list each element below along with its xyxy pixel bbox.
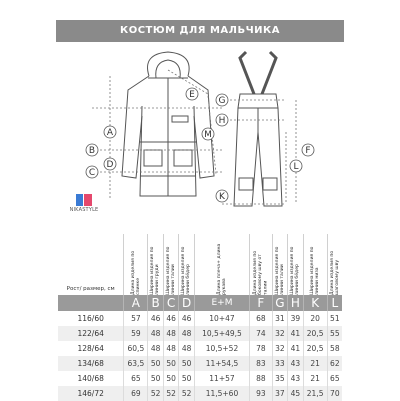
size-cell: 128/64 — [58, 341, 124, 356]
table-cell: 52 — [148, 386, 163, 401]
brand-logo-icon — [76, 194, 92, 206]
table-cell: 10+47 — [194, 311, 249, 326]
table-cell: 55 — [327, 326, 342, 341]
table-cell: 93 — [250, 386, 273, 401]
table-cell: 74 — [250, 326, 273, 341]
table-cell: 48 — [179, 341, 194, 356]
table-cell: 37 — [272, 386, 287, 401]
table-cell: 46 — [148, 311, 163, 326]
col-desc: Ширина изделия по линии бёдер — [179, 234, 194, 295]
table-cell: 21 — [303, 371, 327, 386]
header-desc-row — [58, 234, 342, 295]
brand-name: NIKASTYLE — [69, 207, 99, 213]
table-row — [58, 386, 342, 401]
col-desc: Ширина изделия по линии груди — [148, 234, 163, 295]
table-cell: 20,5 — [303, 341, 327, 356]
label-a: A — [106, 128, 114, 138]
table-cell: 11+57 — [194, 371, 249, 386]
table-cell: 68 — [250, 311, 273, 326]
col-letter: C — [163, 295, 178, 311]
label-h: H — [218, 116, 226, 126]
table-cell: 65 — [124, 371, 148, 386]
col-desc: Ширина изделия по линии бёдер — [288, 234, 303, 295]
brand-block — [64, 194, 104, 213]
table-cell: 50 — [148, 356, 163, 371]
pants-guides — [222, 100, 299, 204]
label-d: D — [106, 160, 114, 170]
table-cell: 20,5 — [303, 326, 327, 341]
col-letter: D — [179, 295, 194, 311]
size-cell: 134/68 — [58, 356, 124, 371]
table-cell: 35 — [272, 371, 287, 386]
table-cell: 41 — [288, 341, 303, 356]
table-cell: 46 — [163, 311, 178, 326]
table-cell: 62 — [327, 356, 342, 371]
col-letter: L — [327, 295, 342, 311]
table-cell: 32 — [272, 326, 287, 341]
label-l: L — [293, 162, 299, 172]
table-cell: 41 — [288, 326, 303, 341]
col-desc: Длина изделия по боковому шву от талии — [250, 234, 273, 295]
col-letter: F — [250, 295, 273, 311]
pants-drawing — [234, 52, 282, 206]
table-cell: 39 — [288, 311, 303, 326]
table-row — [58, 341, 342, 356]
page-title: КОСТЮМ ДЛЯ МАЛЬЧИКА — [120, 25, 280, 36]
row-header: Рост/ размер, см — [58, 234, 124, 295]
col-desc: Ширина изделия по линии талии — [272, 234, 287, 295]
table-row — [58, 356, 342, 371]
col-letter: K — [303, 295, 327, 311]
table-cell: 43 — [288, 356, 303, 371]
col-letter: E+M — [194, 295, 249, 311]
size-chart-card — [56, 8, 344, 398]
col-letter: H — [288, 295, 303, 311]
size-table — [58, 234, 342, 401]
table-cell: 60,5 — [124, 341, 148, 356]
table-cell: 52 — [163, 386, 178, 401]
label-c: C — [88, 168, 96, 178]
size-cell: 140/68 — [58, 371, 124, 386]
table-cell: 21 — [303, 356, 327, 371]
table-cell: 69 — [124, 386, 148, 401]
table-cell: 48 — [163, 326, 178, 341]
table-cell: 43 — [288, 371, 303, 386]
table-cell: 10,5+49,5 — [194, 326, 249, 341]
table-cell: 20 — [303, 311, 327, 326]
table-cell: 33 — [272, 356, 287, 371]
size-cell: 122/64 — [58, 326, 124, 341]
table-cell: 65 — [327, 371, 342, 386]
jacket-drawing — [122, 52, 214, 196]
table-cell: 50 — [163, 356, 178, 371]
table-cell: 48 — [179, 326, 194, 341]
table-cell: 51 — [327, 311, 342, 326]
col-desc: Длина изделия по шаговому шву — [327, 234, 342, 295]
table-cell: 52 — [179, 386, 194, 401]
table-cell: 50 — [179, 356, 194, 371]
table-row — [58, 311, 342, 326]
table-cell: 88 — [250, 371, 273, 386]
table-row — [58, 371, 342, 386]
header-letter-row — [58, 295, 342, 311]
label-g: G — [218, 96, 226, 106]
label-m: M — [204, 130, 212, 140]
label-f: F — [305, 146, 311, 156]
table-cell: 45 — [288, 386, 303, 401]
title-bar — [56, 20, 344, 42]
label-e: E — [189, 90, 195, 100]
table-cell: 58 — [327, 341, 342, 356]
col-desc: Ширина изделия по линии низа — [303, 234, 327, 295]
table-cell: 50 — [148, 371, 163, 386]
table-cell: 31 — [272, 311, 287, 326]
table-row — [58, 326, 342, 341]
table-cell: 59 — [124, 326, 148, 341]
label-k: K — [219, 192, 225, 202]
table-cell: 63,5 — [124, 356, 148, 371]
table-cell: 10,5+52 — [194, 341, 249, 356]
table-cell: 50 — [163, 371, 178, 386]
size-cell: 116/60 — [58, 311, 124, 326]
col-desc: Длина изделия по спинке — [124, 234, 148, 295]
label-b: B — [88, 146, 96, 156]
col-letter: A — [124, 295, 148, 311]
size-cell: 146/72 — [58, 386, 124, 401]
table-cell: 48 — [148, 341, 163, 356]
col-letter: B — [148, 295, 163, 311]
table-cell: 83 — [250, 356, 273, 371]
table-cell: 32 — [272, 341, 287, 356]
col-letter: G — [272, 295, 287, 311]
col-desc: Ширина изделия по линии талии — [163, 234, 178, 295]
table-cell: 50 — [179, 371, 194, 386]
table-cell: 48 — [148, 326, 163, 341]
table-cell: 70 — [327, 386, 342, 401]
col-desc: Длина плеча+ длина рукава — [194, 234, 249, 295]
table-cell: 78 — [250, 341, 273, 356]
table-cell: 11+54,5 — [194, 356, 249, 371]
table-cell: 11,5+60 — [194, 386, 249, 401]
table-cell: 46 — [179, 311, 194, 326]
table-cell: 48 — [163, 341, 178, 356]
letter-blank — [58, 295, 124, 311]
table-cell: 21,5 — [303, 386, 327, 401]
table-cell: 57 — [124, 311, 148, 326]
